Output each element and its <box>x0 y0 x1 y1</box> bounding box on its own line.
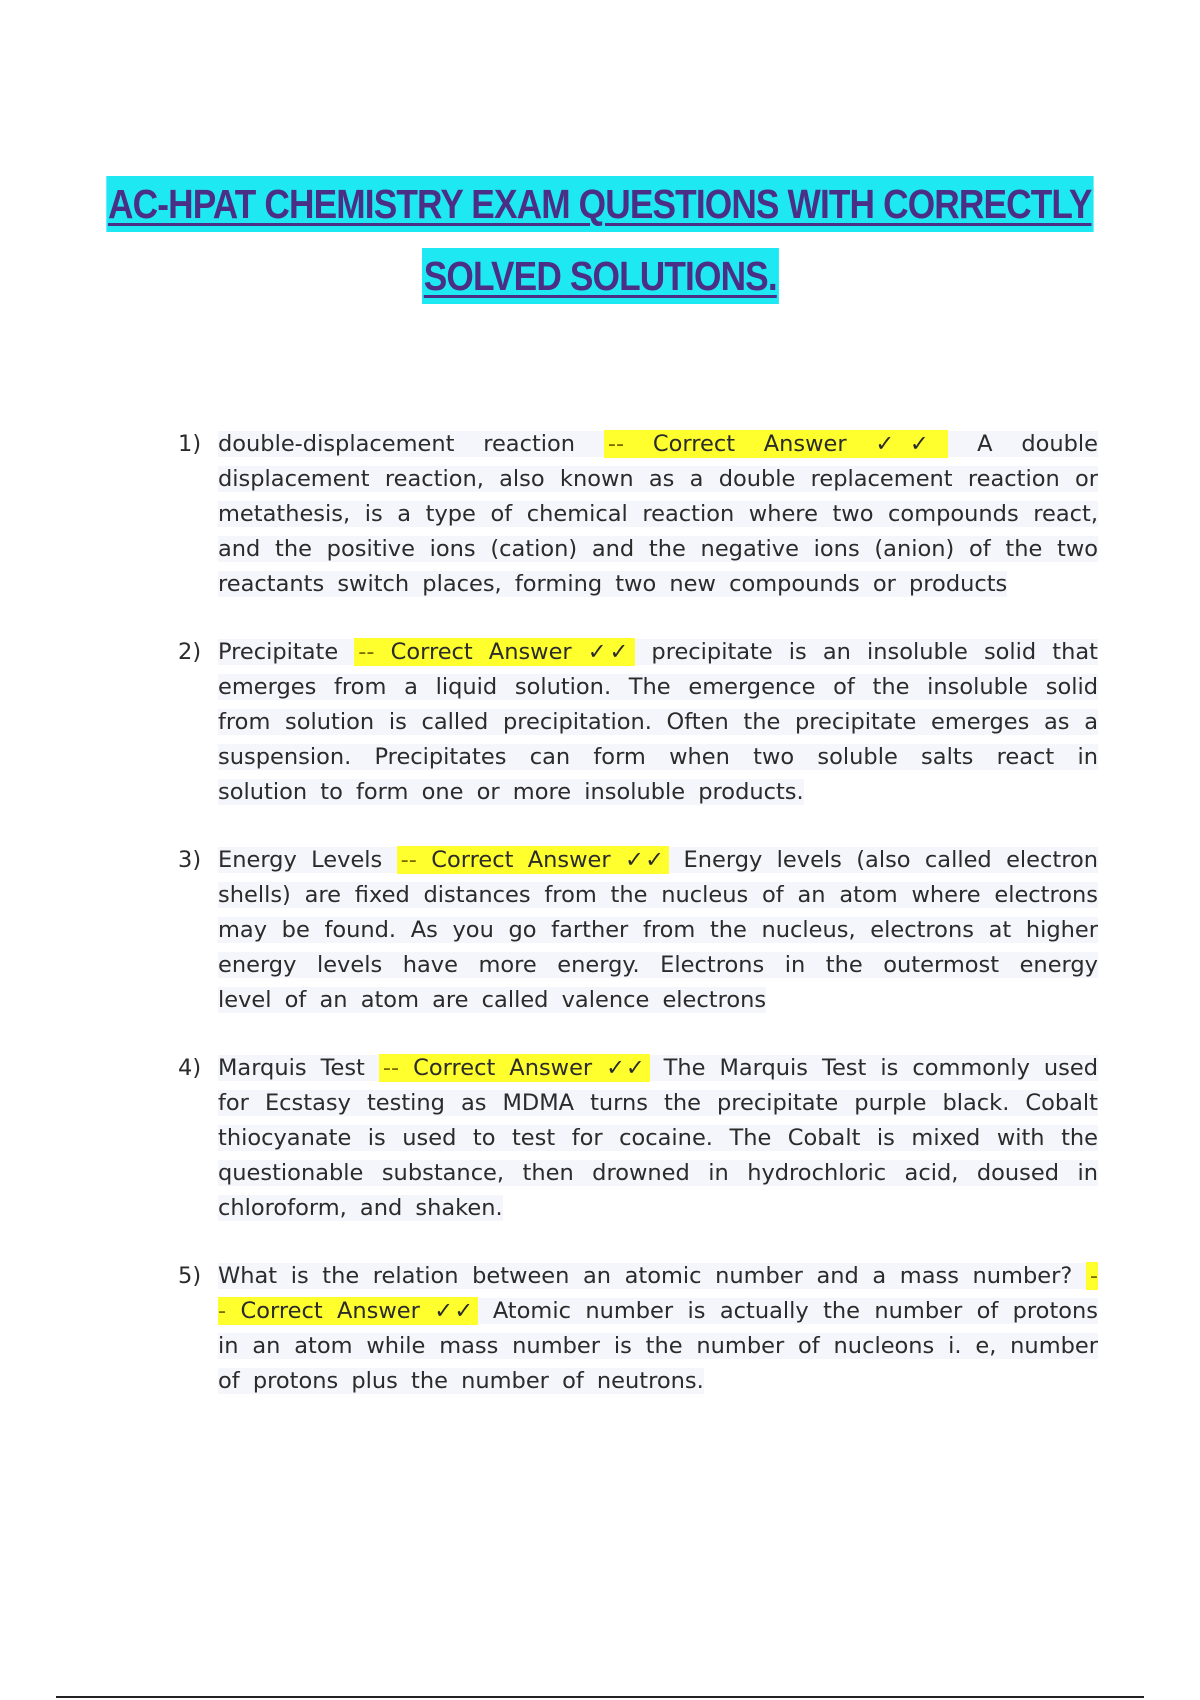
answer-dashes: -- <box>400 847 417 873</box>
correct-answer-highlight <box>379 1054 650 1082</box>
question-term: What is the relation between an atomic number and a mass number? <box>218 1263 1073 1289</box>
question-term: Marquis Test <box>218 1055 365 1081</box>
question-term: Energy Levels <box>218 847 383 873</box>
title-line-1: AC-HPAT CHEMISTRY EXAM QUESTIONS WITH CORRECTLY <box>107 176 1094 232</box>
question-item <box>178 1259 1098 1399</box>
answer-label: Correct Answer ✓✓ <box>431 847 666 873</box>
correct-answer-highlight <box>604 430 949 458</box>
question-item <box>178 843 1098 1018</box>
answer-dashes: -- <box>358 639 375 665</box>
correct-answer-highlight <box>354 638 635 666</box>
answer-label: Correct Answer ✓✓ <box>240 1298 475 1324</box>
footer-rule <box>56 1696 1144 1698</box>
question-list <box>178 427 1098 1432</box>
answer-text: precipitate is an insoluble solid that emerges from a liquid solution. The emergence of the insoluble solid from solution is called precipitation. Often the precipitate emerges as a suspension. Precipitates can form when two soluble salts react in solution to form one or more insoluble products. <box>218 639 1098 805</box>
answer-label: Correct Answer ✓✓ <box>652 431 945 457</box>
answer-dashes: -- <box>607 431 625 457</box>
answer-text: Atomic number is actually the number of protons in an atom while mass number is the number of nucleons i. e, number of protons plus the number of neutrons. <box>218 1298 1099 1394</box>
question-number: 1) <box>178 431 202 457</box>
answer-text: The Marquis Test is commonly used for Ecstasy testing as MDMA turns the precipitate purple black. Cobalt thiocyanate is used to test for cocaine. The Cobalt is mixed with the questionable substance, then drowned in hydrochloric acid, doused in chloroform, and shaken. <box>218 1055 1099 1221</box>
question-term: double-displacement reaction <box>218 431 576 457</box>
answer-dashes: -- <box>382 1055 400 1081</box>
question-number: 4) <box>178 1055 202 1081</box>
answer-label: Correct Answer ✓✓ <box>390 639 632 665</box>
title-line-2: SOLVED SOLUTIONS. <box>422 248 778 304</box>
answer-label: Correct Answer ✓✓ <box>413 1055 646 1081</box>
answer-dashes: -- <box>218 1263 1098 1324</box>
question-number: 2) <box>178 639 202 665</box>
question-number: 3) <box>178 847 202 873</box>
question-term: Precipitate <box>218 639 339 665</box>
question-item <box>178 427 1098 602</box>
answer-text: Energy levels (also called electron shells) are fixed distances from the nucleus of an atom where electrons may be found. As you go farther from the nucleus, electrons at higher energy levels have more energy. Electrons in the outermost energy level of an atom are called valence electrons <box>218 847 1098 1013</box>
document-title <box>0 176 1200 304</box>
correct-answer-highlight <box>397 846 670 874</box>
question-item <box>178 1051 1098 1226</box>
question-number: 5) <box>178 1263 202 1289</box>
answer-text: A double displacement reaction, also known as a double replacement reaction or metathesis, is a type of chemical reaction where two compounds react, and the positive ions (cation) and the negative ions (anion) of the two reactants switch places, forming two new compounds or products <box>218 431 1099 597</box>
question-item <box>178 635 1098 810</box>
